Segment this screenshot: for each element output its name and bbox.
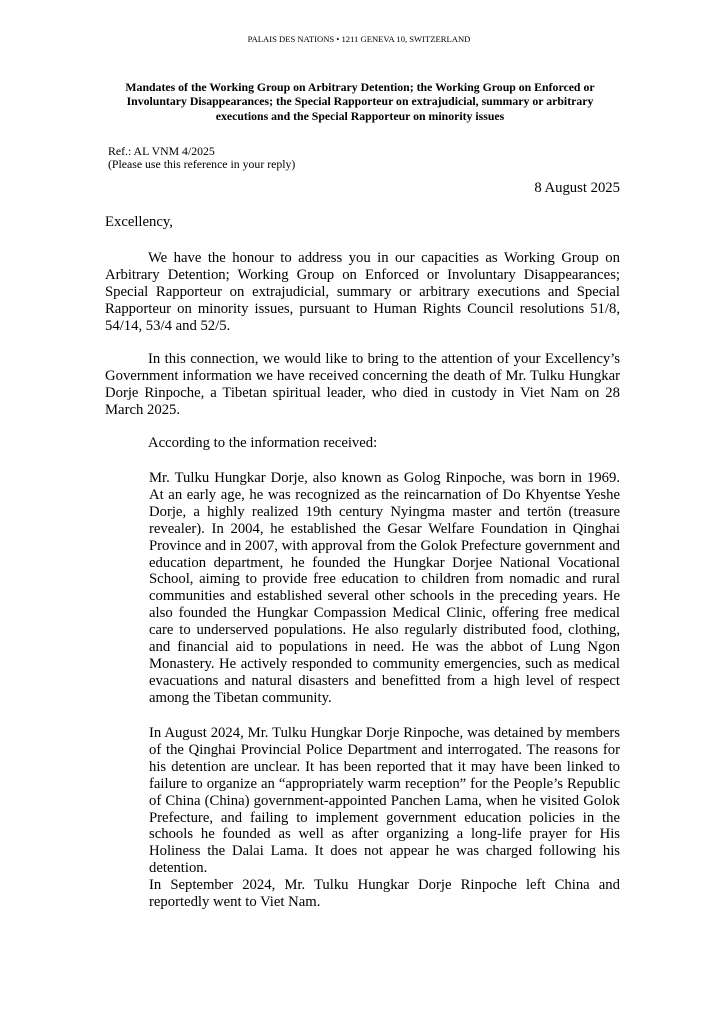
paragraph-connection [105,351,620,419]
paragraph-text: In September 2024, Mr. Tulku Hungkar Dorje Rinpoche left China and reportedly went to Viet Nam. [149,877,620,910]
paragraph-text: According to the information received: [148,435,378,451]
paragraph-text: Mr. Tulku Hungkar Dorje, also known as Golog Rinpoche, was born in 1969. At an early age, he was recognized as the reincarnation of Do Khyentse Yeshe Dorje, a highly realized 19th century Nyingma master and tertön (treasure revealer). In 2004, he established the Gesar Welfare Foundation in Qinghai Province and in 2007, with approval from the Golok Prefecture government and education department, he founded the Hungkar Dorjee National Vocational School, aiming to provide free education to children from nomadic and rural communities and established several other schools in the preceding years. He also founded the Hungkar Compassion Medical Clinic, offering free medical care to underserved populations. He also regularly distributed food, clothing, and financial aid to populations in need. He was the abbot of Lung Ngon Monastery. He actively responded to community emergencies, such as medical evacuations and natural disasters and benefitted from a high level of respect among the Tibetan community. [149,470,620,706]
header-address: PALAIS DES NATIONS • 1211 GENEVA 10, SWITZERLAND [247,34,471,44]
paragraph-according [105,435,620,452]
salutation: Excellency, [105,214,173,230]
paragraph-text: In this connection, we would like to bring to the attention of your Excellency’s Government information we have received concerning the death of Mr. Tulku Hungkar Dorje Rinpoche, a Tibetan spiritual leader, who died in custody in Viet Nam on 28 March 2025. [105,351,620,418]
information-paragraph-detention [149,725,620,877]
information-paragraph-background [149,470,620,707]
reference-note: (Please use this reference in your reply) [108,156,296,171]
information-paragraph-departure [149,877,620,911]
reference-number: Ref.: AL VNM 4/2025 [108,144,215,158]
paragraph-text: We have the honour to address you in our capacities as Working Group on Arbitrary Detention; Working Group on Enforced or Involuntary Disappearances; Special Rapporteur on extrajudicial, summary or arbitrary executions and Special Rapporteur on minority issues, pursuant to Human Rights Council resolutions 51/8, 54/14, 53/4 and 52/5. [105,250,620,334]
paragraph-text: In August 2024, Mr. Tulku Hungkar Dorje Rinpoche, was detained by members of the Qinghai Provincial Police Department and interrogated. The reasons for his detention are unclear. It has been reported that it may have been linked to failure to organize an “appropriately warm reception” for the People’s Republic of China (China) government-appointed Panchen Lama, when he visited Golok Prefecture, and failing to implement government education policies in the schools he founded as well as after organizing a long-life prayer for His Holiness the Dalai Lama. It does not appear he was charged following his detention. [149,725,620,877]
reference-block [108,145,295,171]
paragraph-capacities [105,250,620,335]
letter-date: 8 August 2025 [534,180,620,196]
mandates-heading: Mandates of the Working Group on Arbitrary Detention; the Working Group on Enforced or Involuntary Disappearances; the Special Rapporteur on extrajudicial, summary or arbitrary executions and the Special Rapporteur on minority issues [125,80,595,123]
